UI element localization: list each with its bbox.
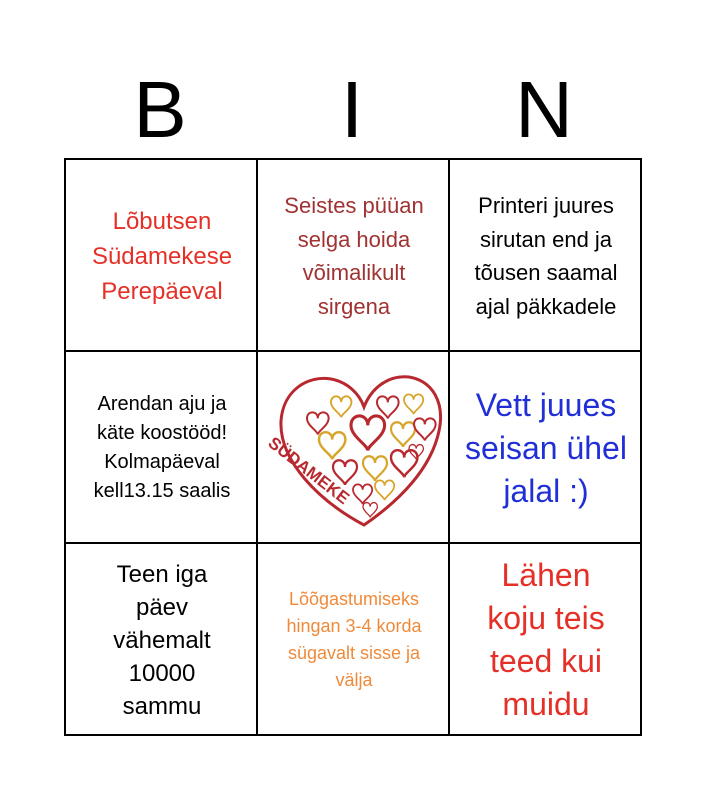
bingo-cell-4[interactable] [66,352,258,544]
bingo-cell-8[interactable] [258,544,450,736]
bingo-cell-2[interactable] [258,160,450,352]
bingo-grid [64,158,642,736]
logo-text: SÜDAMEKE [264,433,353,509]
header-letter-i: I [340,65,364,154]
cell-text: Teen iga päev vähemalt 10000 sammu [113,560,211,720]
bingo-cell-6[interactable] [450,352,642,544]
cell-text: Seistes püüan selga hoida võimalikult sirgena [284,193,424,319]
bingo-cell-3[interactable] [450,160,642,352]
cell-text: Lähen koju teis teed kui muidu [487,557,605,722]
sudameke-logo [259,353,449,543]
heart-outline [281,377,441,525]
cell-text: Arendan aju ja käte koostööd! Kolmapäeval kell13.15 saalis [93,393,231,502]
free-space-cell[interactable] [258,352,450,544]
bingo-cell-7[interactable] [66,544,258,736]
bingo-cell-9[interactable] [450,544,642,736]
bingo-cell-1[interactable] [66,160,258,352]
cell-text: Lõõgastumiseks hingan 3-4 korda sügavalt sisse ja välja [286,589,422,690]
header-letter-b: B [133,65,187,154]
cell-text: Vett juues seisan ühel jalal :) [465,386,627,509]
bingo-header [64,60,642,160]
cell-text: Lõbutsen Südamekese Perepäeval [91,207,233,305]
header-letter-n: N [515,65,573,154]
cell-text: Printeri juures sirutan end ja tõusen saamal ajal päkkadele [474,193,618,319]
